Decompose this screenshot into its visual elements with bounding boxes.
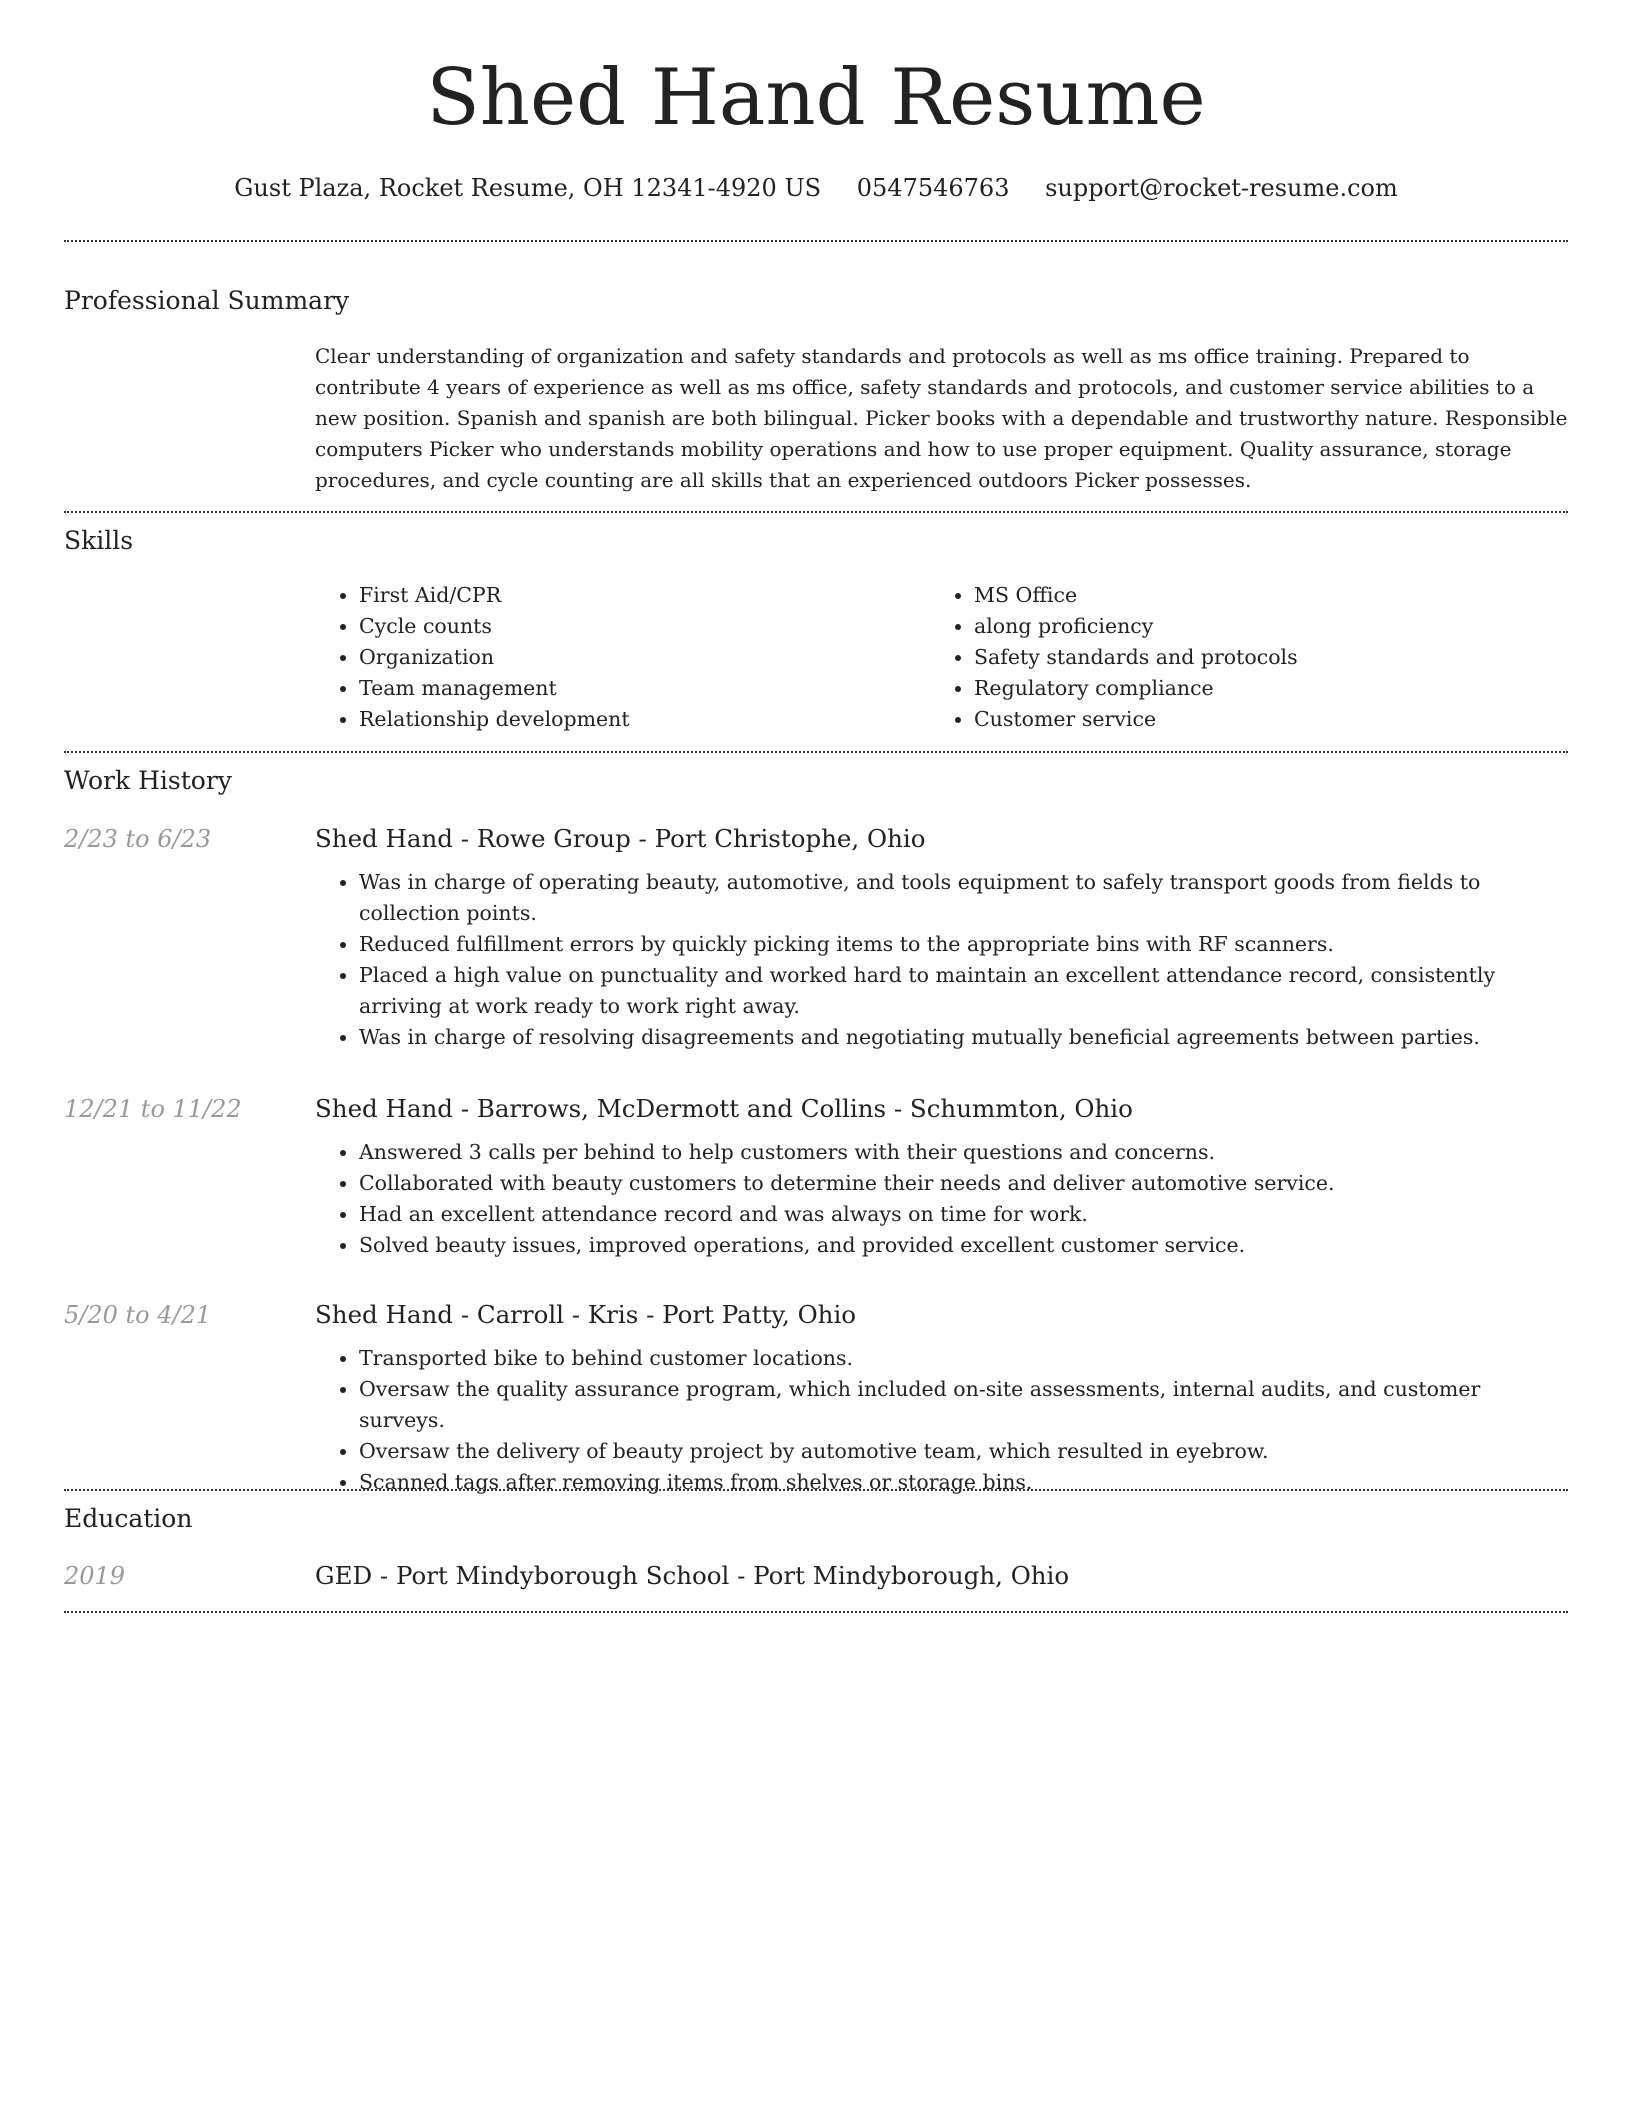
job-bullet: • Collaborated with beauty customers to determine their needs and deliver automotive service.: [359, 1168, 1568, 1199]
job-bullets: [315, 867, 1568, 1053]
job-bullet: • Transported bike to behind customer locations.: [359, 1343, 1568, 1374]
job-bullet: • Solved beauty issues, improved operations, and provided excellent customer service.: [359, 1230, 1568, 1261]
skills-list-left: [315, 580, 630, 735]
job-entry: [315, 822, 1568, 1053]
job-date: 12/21 to 11/22: [64, 1095, 242, 1123]
job-title: Shed Hand - Barrows, McDermott and Collins - Schummton, Ohio: [315, 1094, 1133, 1123]
education-title: GED - Port Mindyborough School - Port Mindyborough, Ohio: [315, 1561, 1070, 1590]
job-bullet: • Oversaw the quality assurance program, which included on-site assessments, internal audits, and customer surveys.: [359, 1374, 1568, 1436]
job-bullet: • Was in charge of resolving disagreements and negotiating mutually beneficial agreements between parties.: [359, 1022, 1568, 1053]
job-bullets: [315, 1137, 1568, 1261]
contact-address: Gust Plaza, Rocket Resume, OH 12341-4920 US: [234, 174, 822, 202]
divider-summary: [64, 511, 1568, 513]
education-date: 2019: [64, 1562, 126, 1590]
skill-item: • MS Office: [974, 580, 1298, 611]
contact-phone: 0547546763: [856, 174, 1010, 202]
divider-skills: [64, 751, 1568, 753]
section-title-education: Education: [64, 1504, 193, 1533]
skills-list-right: [930, 580, 1298, 735]
skill-item: • along proficiency: [974, 611, 1298, 642]
skills-block: [315, 580, 1568, 740]
job-entry: [315, 1092, 1568, 1261]
job-bullet: • Was in charge of operating beauty, automotive, and tools equipment to safely transport goods from fields to collection points.: [359, 867, 1568, 929]
resume-title: Shed Hand Resume: [426, 53, 1206, 143]
skill-item: • Team management: [359, 673, 630, 704]
divider-header: [64, 240, 1568, 242]
contact-line: [64, 170, 1568, 206]
section-title-summary: Professional Summary: [64, 286, 350, 315]
section-title-skills: Skills: [64, 526, 134, 555]
job-bullet: • Placed a high value on punctuality and worked hard to maintain an excellent attendance record, consistently arriving at work ready to work right away.: [359, 960, 1568, 1022]
summary-text: Clear understanding of organization and safety standards and protocols as well as ms office training. Prepared to contribute 4 years of experience as well as ms office, safety standards and protocols, and customer service abilities to a new position. Spanish and spanish are both bilingual. Picker books with a dependable and trustworthy nature. Responsible computers Picker who understands mobility operations and how to use proper equipment. Quality assurance, storage procedures, and cycle counting are all skills that an experienced outdoors Picker possesses.: [315, 344, 1568, 492]
job-bullet: • Answered 3 calls per behind to help customers with their questions and concerns.: [359, 1137, 1568, 1168]
skill-item: • Relationship development: [359, 704, 630, 735]
skill-item: • Regulatory compliance: [974, 673, 1298, 704]
job-date: 2/23 to 6/23: [64, 825, 212, 853]
job-bullets: [315, 1343, 1568, 1498]
job-title: Shed Hand - Carroll - Kris - Port Patty, Ohio: [315, 1300, 857, 1329]
divider-education: [64, 1611, 1568, 1613]
job-bullet: • Reduced fulfillment errors by quickly picking items to the appropriate bins with RF scanners.: [359, 929, 1568, 960]
job-bullet: • Oversaw the delivery of beauty project by automotive team, which resulted in eyebrow.: [359, 1436, 1568, 1467]
summary-block: [315, 341, 1568, 496]
skill-item: • Cycle counts: [359, 611, 630, 642]
contact-email: support@rocket-resume.com: [1045, 174, 1398, 202]
job-entry: [315, 1298, 1568, 1498]
job-bullet: • Had an excellent attendance record and was always on time for work.: [359, 1199, 1568, 1230]
section-title-work: Work History: [64, 766, 232, 795]
job-title: Shed Hand - Rowe Group - Port Christophe, Ohio: [315, 824, 926, 853]
skill-item: • Customer service: [974, 704, 1298, 735]
job-bullet: • Scanned tags after removing items from shelves or storage bins.: [359, 1467, 1568, 1498]
skill-item: • First Aid/CPR: [359, 580, 630, 611]
skill-item: • Organization: [359, 642, 630, 673]
skill-item: • Safety standards and protocols: [974, 642, 1298, 673]
job-date: 5/20 to 4/21: [64, 1301, 212, 1329]
education-entry: [315, 1559, 1568, 1604]
divider-work: [64, 1489, 1568, 1491]
